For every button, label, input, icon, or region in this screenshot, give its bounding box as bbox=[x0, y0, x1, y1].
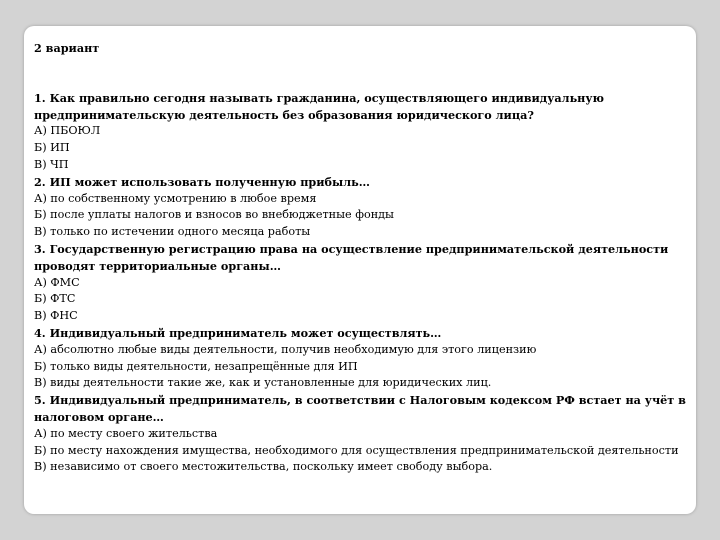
answer-a: А) абсолютно любые виды деятельности, получив необходимую для этого лицензию bbox=[34, 342, 537, 356]
answer-c: В) ФНС bbox=[34, 309, 78, 323]
question-text: 2. ИП может использовать полученную прибыль… bbox=[34, 174, 370, 189]
question-4 bbox=[34, 325, 690, 392]
document-page bbox=[24, 26, 696, 514]
variant-title: 2 вариант bbox=[34, 41, 100, 55]
answer-b: Б) только виды деятельности, незапрещённые для ИП bbox=[34, 359, 358, 373]
answer-c: В) только по истечении одного месяца работы bbox=[34, 225, 311, 239]
answer-b: Б) после уплаты налогов и взносов во внебюджетные фонды bbox=[34, 208, 394, 222]
answer-a: А) по собственному усмотрению в любое время bbox=[34, 191, 317, 205]
question-text: 5. Индивидуальный предприниматель, в соответствии с Налоговым кодексом РФ встает на учёт в налоговом органе… bbox=[34, 393, 686, 424]
answer-b: Б) ФТС bbox=[34, 292, 76, 306]
question-3 bbox=[34, 241, 690, 325]
question-1 bbox=[34, 90, 690, 174]
answer-b: Б) по месту нахождения имущества, необходимого для осуществления предпринимательской деятельности bbox=[34, 443, 679, 457]
document-content bbox=[34, 40, 690, 476]
question-5 bbox=[34, 392, 690, 476]
question-text: 1. Как правильно сегодня называть гражданина, осуществляющего индивидуальную предпринимательскую деятельность без образования юридического лица? bbox=[34, 90, 604, 122]
answer-c: В) виды деятельности такие же, как и установленные для юридических лиц. bbox=[34, 376, 492, 390]
answer-c: В) независимо от своего местожительства, поскольку имеет свободу выбора. bbox=[34, 460, 493, 474]
question-text: 3. Государственную регистрацию права на осуществление предпринимательской деятельности проводят территориальные органы… bbox=[34, 241, 669, 273]
question-text: 4. Индивидуальный предприниматель может осуществлять… bbox=[34, 325, 442, 340]
answer-c: В) ЧП bbox=[34, 157, 69, 171]
answer-a: А) по месту своего жительства bbox=[34, 426, 218, 440]
answer-b: Б) ИП bbox=[34, 141, 70, 155]
answer-a: А) ФМС bbox=[34, 275, 80, 289]
question-2 bbox=[34, 174, 690, 241]
answer-a: А) ПБОЮЛ bbox=[34, 124, 101, 138]
